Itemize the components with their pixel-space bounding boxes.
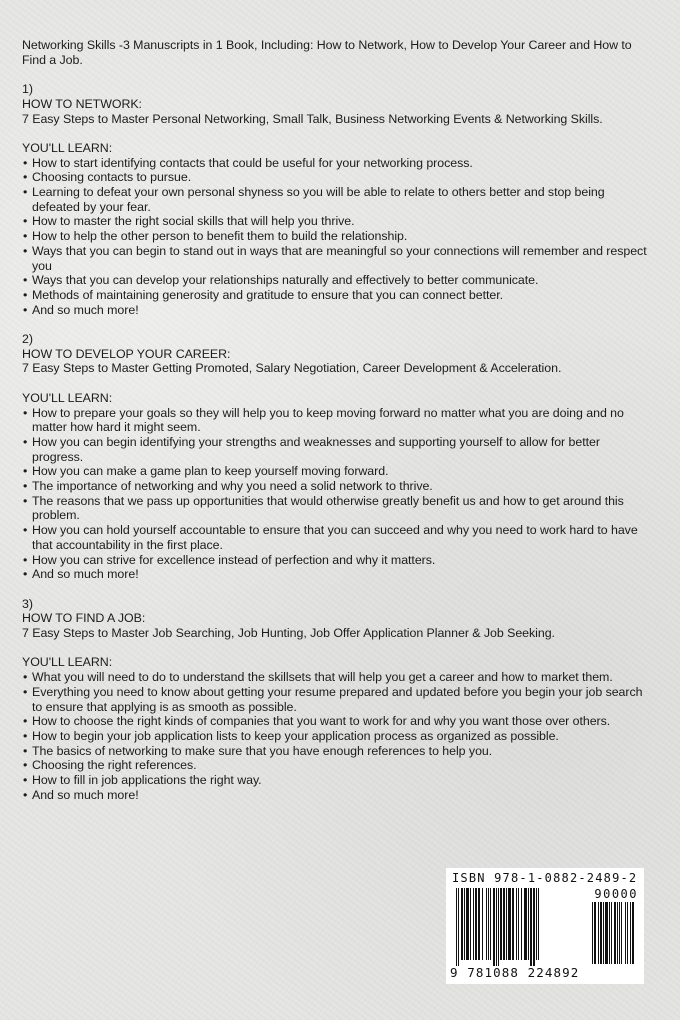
section-subtitle: 7 Easy Steps to Master Personal Networking, Small Talk, Business Networking Events & Networking Skills. bbox=[22, 111, 603, 126]
barcode-bar bbox=[473, 888, 474, 960]
barcode-bar bbox=[598, 902, 599, 964]
barcode-bar bbox=[592, 902, 593, 964]
list-item: • Choosing the right references. bbox=[22, 758, 652, 773]
list-item: • How to prepare your goals so they will help you to keep moving forward no matter what you are doing and no matter how hard it might seem. bbox=[22, 406, 652, 435]
back-cover-text bbox=[22, 38, 652, 802]
barcode-bar bbox=[630, 902, 631, 964]
section-1 bbox=[22, 82, 652, 317]
barcode-bar bbox=[518, 888, 519, 960]
barcode-bar bbox=[488, 888, 489, 960]
barcode-bar bbox=[609, 902, 610, 964]
list-item: • The reasons that we pass up opportunities that would otherwise greatly benefit us and how to get around this problem. bbox=[22, 494, 652, 523]
learn-label: YOU'LL LEARN: bbox=[22, 390, 113, 405]
list-item: • And so much more! bbox=[22, 788, 652, 803]
barcode-bar bbox=[611, 902, 612, 964]
barcode-bar bbox=[464, 888, 465, 960]
list-item: • Methods of maintaining generosity and gratitude to ensure that you can connect better. bbox=[22, 288, 652, 303]
barcode-bar bbox=[493, 888, 495, 966]
barcode-bar bbox=[625, 902, 626, 964]
list-item: • Everything you need to know about getting your resume prepared and updated before you begin your job search to ensure that applying is as smooth as possible. bbox=[22, 685, 652, 714]
learn-label: YOU'LL LEARN: bbox=[22, 140, 113, 155]
list-item: • The basics of networking to make sure that you have enough references to help you. bbox=[22, 744, 652, 759]
barcode-bar bbox=[524, 888, 527, 960]
learn-label: YOU'LL LEARN: bbox=[22, 655, 113, 670]
barcode-digits: 9 781088 224892 bbox=[450, 965, 580, 980]
barcode-bar bbox=[458, 888, 459, 966]
bullet-list bbox=[22, 156, 652, 318]
list-item: • And so much more! bbox=[22, 567, 652, 582]
bullet-list bbox=[22, 406, 652, 582]
barcode-bar bbox=[533, 888, 535, 966]
barcode-bar bbox=[594, 902, 596, 964]
barcode-bar bbox=[496, 888, 497, 966]
list-item: • Ways that you can develop your relationships naturally and effectively to better communicate. bbox=[22, 273, 652, 288]
barcode-bars-icon bbox=[456, 888, 588, 966]
list-item: • How you can begin identifying your strengths and weaknesses and supporting yourself to allow for better progress. bbox=[22, 435, 652, 464]
barcode-bar bbox=[508, 888, 511, 960]
section-2 bbox=[22, 332, 652, 582]
barcode-bar bbox=[600, 902, 602, 964]
barcode-bar bbox=[512, 888, 514, 960]
list-item: • How to help the other person to benefit them to build the relationship. bbox=[22, 229, 652, 244]
section-heading: HOW TO DEVELOP YOUR CAREER: bbox=[22, 346, 231, 361]
list-item: • Choosing contacts to pursue. bbox=[22, 170, 652, 185]
list-item: • How to start identifying contacts that could be useful for your networking process. bbox=[22, 156, 652, 171]
barcode-bar bbox=[490, 888, 491, 960]
list-item: • How you can strive for excellence instead of perfection and why it matters. bbox=[22, 553, 652, 568]
barcode-addon-code: 90000 bbox=[594, 887, 638, 901]
barcode-bar bbox=[506, 888, 507, 960]
list-item: • How you can hold yourself accountable to ensure that you can succeed and why you need to work hard to have that accountability in the first place. bbox=[22, 523, 652, 552]
list-item: • How to master the right social skills that will help you thrive. bbox=[22, 214, 652, 229]
barcode-bar bbox=[482, 888, 483, 960]
bullet-list bbox=[22, 670, 652, 802]
barcode-bar bbox=[516, 888, 517, 960]
list-item: • How to choose the right kinds of companies that you want to work for and why you want those over others. bbox=[22, 714, 652, 729]
list-item: • Learning to defeat your own personal shyness so you will be able to relate to others better and stop being defeated by your fear. bbox=[22, 185, 652, 214]
barcode-bar bbox=[498, 888, 499, 966]
barcode-bar bbox=[619, 902, 620, 964]
barcode-bar bbox=[536, 888, 537, 960]
barcode-bar bbox=[456, 888, 457, 966]
section-heading: HOW TO FIND A JOB: bbox=[22, 611, 146, 626]
section-number: 2) bbox=[22, 332, 33, 347]
barcode-bar bbox=[603, 902, 604, 964]
isbn-label: ISBN 978-1-0882-2489-2 bbox=[452, 871, 638, 885]
barcode-bar bbox=[605, 902, 608, 964]
section-number: 3) bbox=[22, 596, 33, 611]
section-number: 1) bbox=[22, 82, 33, 97]
list-item: • How to begin your job application lists to keep your application process as organized as possible. bbox=[22, 729, 652, 744]
barcode-bar bbox=[538, 888, 539, 960]
section-subtitle: 7 Easy Steps to Master Getting Promoted, Salary Negotiation, Career Development & Acceleration. bbox=[22, 361, 562, 376]
barcode-bar bbox=[503, 888, 505, 960]
section-subtitle: 7 Easy Steps to Master Job Searching, Job Hunting, Job Offer Application Planner & Job Seeking. bbox=[22, 626, 555, 641]
list-item: • How you can make a game plan to keep yourself moving forward. bbox=[22, 464, 652, 479]
list-item: • Ways that you can begin to stand out in ways that are meaningful so your connections will remember and respect you bbox=[22, 244, 652, 273]
barcode-bar bbox=[461, 888, 463, 960]
barcode-bar bbox=[632, 902, 634, 964]
list-item: • The importance of networking and why you need a solid network to thrive. bbox=[22, 479, 652, 494]
list-item: • And so much more! bbox=[22, 303, 652, 318]
barcode-bar bbox=[475, 888, 477, 960]
intro-text: Networking Skills -3 Manuscripts in 1 Book, Including: How to Network, How to Develop Your Career and How to Find a Job. bbox=[22, 38, 632, 67]
barcode-bar bbox=[621, 902, 622, 964]
barcode-bar bbox=[627, 902, 628, 964]
barcode-bar bbox=[500, 888, 502, 960]
barcode-bar bbox=[617, 902, 618, 964]
barcode-bar bbox=[530, 888, 532, 966]
barcode-bar bbox=[466, 888, 469, 960]
barcode-bar bbox=[528, 888, 529, 960]
section-heading: HOW TO NETWORK: bbox=[22, 96, 142, 111]
barcode-bar bbox=[478, 888, 480, 960]
section-3 bbox=[22, 597, 652, 803]
list-item: • What you will need to do to understand the skillsets that will help you get a career and how to market them. bbox=[22, 670, 652, 685]
barcode-bar bbox=[521, 888, 522, 960]
barcode-addon-bars-icon bbox=[592, 902, 638, 966]
barcode-bar bbox=[470, 888, 471, 960]
list-item: • How to fill in job applications the right way. bbox=[22, 773, 652, 788]
barcode-bar bbox=[486, 888, 487, 960]
barcode-bar bbox=[614, 902, 616, 964]
isbn-barcode bbox=[446, 868, 644, 984]
